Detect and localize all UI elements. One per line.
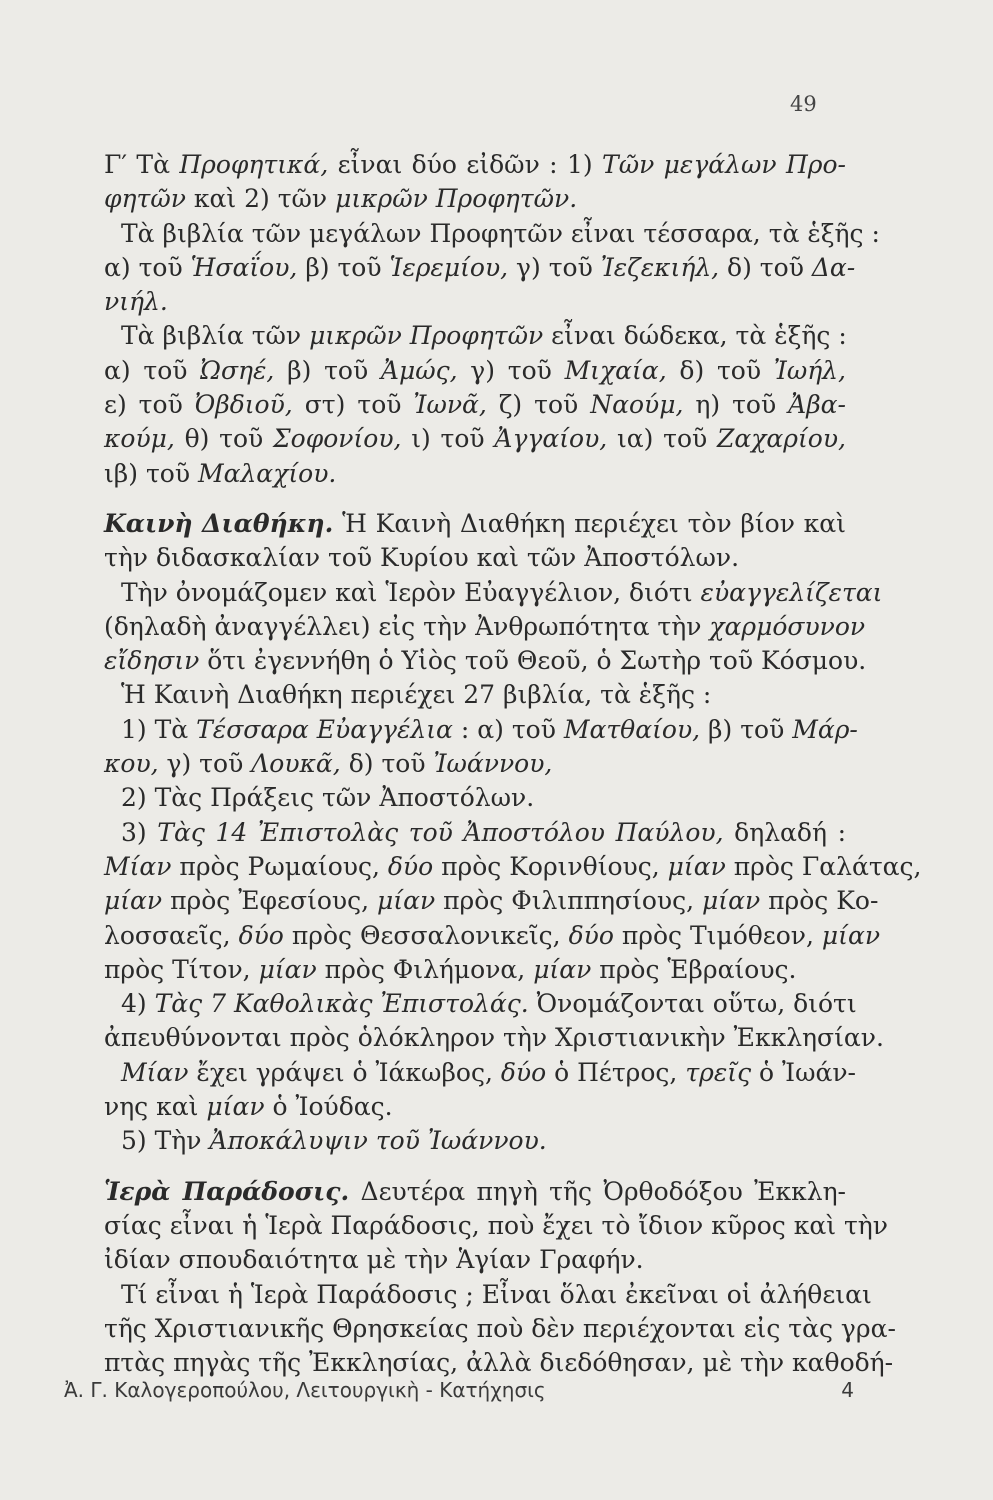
text-run: στ) τοῦ (292, 390, 414, 420)
text-line (104, 987, 857, 1021)
text-line (104, 953, 846, 987)
section-heading: Καινὴ Διαθήκη. (104, 508, 334, 538)
text-run: Ἰωήλ, (773, 355, 846, 385)
text-line (104, 1243, 846, 1277)
text-run: 2) Τὰς Πράξεις τῶν Ἀποστόλων. (121, 783, 535, 813)
text-line (104, 1124, 846, 1158)
text-run: δύο (387, 851, 434, 881)
text-line (104, 644, 867, 678)
text-line (104, 422, 846, 456)
text-run: Γ′ Τὰ (104, 150, 180, 179)
text-line (104, 919, 881, 953)
text-run: μίαν (702, 886, 761, 916)
text-run: ιβ) τοῦ (104, 458, 198, 488)
text-line (104, 1312, 896, 1346)
text-line (104, 1278, 872, 1312)
text-line (104, 388, 846, 422)
text-line (104, 1175, 846, 1209)
text-run: Ἀβα- (788, 390, 846, 420)
text-run: πρὸς Τίτον, (104, 954, 259, 984)
text-run: Ἀγγαίου, (494, 424, 608, 454)
text-run: νιήλ. (104, 287, 168, 317)
text-run: μίαν (104, 886, 163, 916)
text-run: 1) Τὰ (121, 714, 197, 744)
text-run: Ζαχαρίου, (717, 424, 846, 454)
text-run: ι) τοῦ (401, 424, 495, 454)
text-run: χαρμόσυνον (709, 611, 866, 641)
text-line (104, 1209, 888, 1243)
text-run: κούμ, (104, 424, 175, 454)
text-run: πρὸς Φιλιππησίους, (435, 886, 703, 916)
text-run: Ἡ Καινὴ Διαθήκη περιέχει τὸν βίον καὶ (333, 508, 846, 538)
text-run: Ναούμ, (590, 390, 684, 420)
text-run: : α) τοῦ (452, 714, 564, 744)
text-run: δ) τοῦ (719, 252, 812, 282)
text-run: Λουκᾶ, (251, 749, 341, 779)
body-text (104, 148, 922, 1380)
text-run: ὁ Πέτρος, (546, 1057, 686, 1087)
text-run: πρὸς Θεσσαλονικεῖς, (283, 920, 569, 950)
text-run: Ἰωάννου, (433, 749, 553, 779)
text-run: μίαν (258, 954, 317, 984)
paragraph-gap (104, 491, 846, 507)
text-run: α) τοῦ (104, 355, 201, 385)
text-line (104, 354, 846, 388)
text-run: (δηλαδὴ ἀναγγέλλει) εἰς τὴν Ἀνθρωπότητα τὴν (104, 611, 710, 641)
text-run: Ἰεζεκιήλ, (600, 252, 720, 282)
text-line (104, 816, 846, 850)
text-run: α) τοῦ (104, 252, 191, 282)
text-line (104, 884, 879, 918)
text-run: γ) τοῦ (457, 355, 565, 385)
text-line (104, 678, 846, 712)
text-line (104, 319, 846, 353)
text-run: πτὰς πηγὰς τῆς Ἐκκλησίας, ἀλλὰ διεδόθησαν, μὲ τὴν καθοδή- (104, 1348, 894, 1378)
text-run: Μαλαχίου. (197, 458, 337, 488)
text-run: φητῶν (104, 184, 186, 214)
paragraph-gap (104, 1159, 846, 1175)
section-heading: Ἱερὰ Παράδοσις. (104, 1176, 350, 1206)
text-run: Τὰ βιβλία τῶν μεγάλων Προφητῶν εἶναι τέσσαρα, τὰ ἑξῆς : (121, 218, 880, 248)
text-run: Ἀμώς, (380, 355, 458, 385)
text-run: νης καὶ (104, 1092, 207, 1122)
text-run: β) τοῦ (274, 355, 381, 385)
text-run: Ἡσαΐου, (190, 252, 298, 282)
text-run: δύο (238, 920, 284, 950)
text-line (104, 507, 846, 541)
text-run: λοσσαεῖς, (104, 920, 239, 950)
text-run: μίαν (377, 886, 436, 916)
text-run: ἰδίαν σπουδαιότητα μὲ τὴν Ἁγίαν Γραφήν. (104, 1245, 644, 1275)
text-line (104, 1346, 894, 1380)
text-line (104, 610, 866, 644)
text-run: μίαν (533, 954, 592, 984)
text-run: Τὰς 14 Ἐπιστολὰς τοῦ Ἀποστόλου Παύλου, (157, 817, 724, 847)
text-run: γ) τοῦ (508, 252, 601, 282)
text-run: Μίαν (104, 851, 172, 881)
text-line (104, 148, 846, 182)
text-run: ζ) τοῦ (486, 390, 591, 420)
text-line (104, 182, 846, 216)
text-run: Μιχαία, (564, 355, 667, 385)
text-run: πρὸς Φιλήμονα, (316, 954, 534, 984)
text-run: Προφητικά, (179, 150, 329, 179)
text-run: μικρῶν Προφητῶν. (335, 184, 578, 214)
text-run: Τί εἶναι ἡ Ἱερὰ Παράδοσις ; Εἶναι ὅλαι ἐκεῖναι οἱ ἀλήθειαι (121, 1279, 872, 1309)
text-line (104, 217, 880, 251)
text-run: Τῶν μεγάλων Προ- (602, 150, 846, 179)
text-run: πρὸς Γαλάτας, (725, 851, 922, 881)
text-run: δηλαδή : (723, 817, 847, 847)
text-run: ἔχει γράψει ὁ Ἰάκωβος, (188, 1057, 501, 1087)
text-run: καὶ 2) τῶν (185, 184, 336, 214)
text-run: δύο (568, 920, 614, 950)
text-run: μίαν (206, 1092, 265, 1122)
text-run: εἶναι δώδεκα, τὰ ἑξῆς : (543, 321, 847, 351)
text-line (104, 285, 846, 319)
text-run: Τὴν ὀνομάζομεν καὶ Ἱερὸν Εὐαγγέλιον, διότι (121, 577, 701, 607)
text-line (104, 576, 883, 610)
text-run: Δευτέρα πηγὴ τῆς Ὀρθοδόξου Ἐκκλη- (349, 1176, 846, 1206)
text-line (104, 457, 846, 491)
text-run: πρὸς Ἑβραίους. (591, 954, 797, 984)
text-run: δύο (500, 1057, 547, 1087)
text-run: δ) τοῦ (340, 749, 434, 779)
text-run: Ἱερεμίου, (389, 252, 509, 282)
text-run: πρὸς Ἐφεσίους, (162, 886, 378, 916)
text-run: θ) τοῦ (174, 424, 273, 454)
text-run: ια) τοῦ (607, 424, 718, 454)
text-line (104, 713, 858, 747)
text-run: 3) (121, 817, 158, 847)
text-run: Ὀνομάζονται οὕτω, διότι (528, 989, 857, 1019)
footer-signature-mark: 4 (841, 1378, 854, 1402)
text-run: β) τοῦ (700, 714, 793, 744)
text-run: ὁ Ἰούδας. (264, 1092, 393, 1122)
text-run: ὅτι ἐγεννήθη ὁ Υἱὸς τοῦ Θεοῦ, ὁ Σωτὴρ τοῦ Κόσμου. (199, 646, 867, 676)
text-run: πρὸς Τιμόθεον, (613, 920, 822, 950)
text-run: Ἀποκάλυψιν τοῦ Ἰωάννου. (209, 1126, 547, 1156)
text-run: μίαν (667, 851, 726, 881)
text-run: εὐαγγελίζεται (700, 577, 883, 607)
text-run: δ) τοῦ (666, 355, 774, 385)
text-line (104, 541, 846, 575)
text-line (104, 850, 922, 884)
text-run: 4) (121, 989, 155, 1019)
text-run: πρὸς Κο- (760, 886, 879, 916)
text-line (104, 747, 846, 781)
text-run: τῆς Χριστιανικῆς Θρησκείας ποὺ δὲν περιέχονται εἰς τὰς γρα- (104, 1313, 896, 1343)
text-line (104, 1056, 856, 1090)
text-run: σίας εἶναι ἡ Ἱερὰ Παράδοσις, ποὺ ἔχει τὸ ἴδιον κῦρος καὶ τὴν (104, 1210, 888, 1240)
text-run: τὴν διδασκαλίαν τοῦ Κυρίου καὶ τῶν Ἀποστόλων. (104, 543, 740, 573)
text-run: β) τοῦ (297, 252, 390, 282)
text-run: Μάρ- (792, 714, 858, 744)
text-run: Δα- (811, 252, 856, 282)
text-run: 5) Τὴν (121, 1126, 210, 1156)
text-run: η) τοῦ (683, 390, 789, 420)
text-line (104, 1021, 884, 1055)
text-line (104, 1090, 846, 1124)
text-run: εἶναι δύο εἰδῶν : 1) (328, 150, 603, 179)
text-run: Τὰς 7 Καθολικὰς Ἐπιστολάς. (154, 989, 529, 1019)
text-run: μίαν (821, 920, 881, 950)
text-run: Ἰωνᾶ, (413, 390, 487, 420)
text-run: ἀπευθύνονται πρὸς ὁλόκληρον τὴν Χριστιανικὴν Ἐκκλησίαν. (104, 1023, 884, 1053)
page-number: 49 (790, 92, 817, 116)
text-run: πρὸς Κορινθίους, (433, 851, 668, 881)
text-run: μικρῶν Προφητῶν (309, 321, 544, 351)
text-run: γ) τοῦ (158, 749, 252, 779)
text-run: Ματθαίου, (563, 714, 701, 744)
text-run: Ὀβδιοῦ, (194, 390, 293, 420)
text-run: Τὰ βιβλία τῶν (121, 321, 310, 351)
text-run: Τέσσαρα Εὐαγγέλια (196, 714, 453, 744)
footer-author-title: Ἀ. Γ. Καλογεροπούλου, Λειτουργικὴ - Κατήχησις (64, 1378, 546, 1402)
text-run: εἴδησιν (104, 646, 200, 676)
text-line (104, 251, 856, 285)
text-line (104, 781, 846, 815)
text-run: ὁ Ἰωάν- (751, 1057, 856, 1087)
text-run: τρεῖς (685, 1057, 752, 1087)
text-run: Μίαν (121, 1057, 189, 1087)
text-run: Ὠσηέ, (200, 355, 275, 385)
text-run: πρὸς Ρωμαίους, (171, 851, 388, 881)
text-run: ε) τοῦ (104, 390, 195, 420)
text-run: Ἡ Καινὴ Διαθήκη περιέχει 27 βιβλία, τὰ ἑξῆς : (121, 680, 712, 710)
text-run: κου, (104, 749, 159, 779)
text-run: Σοφονίου, (273, 424, 402, 454)
